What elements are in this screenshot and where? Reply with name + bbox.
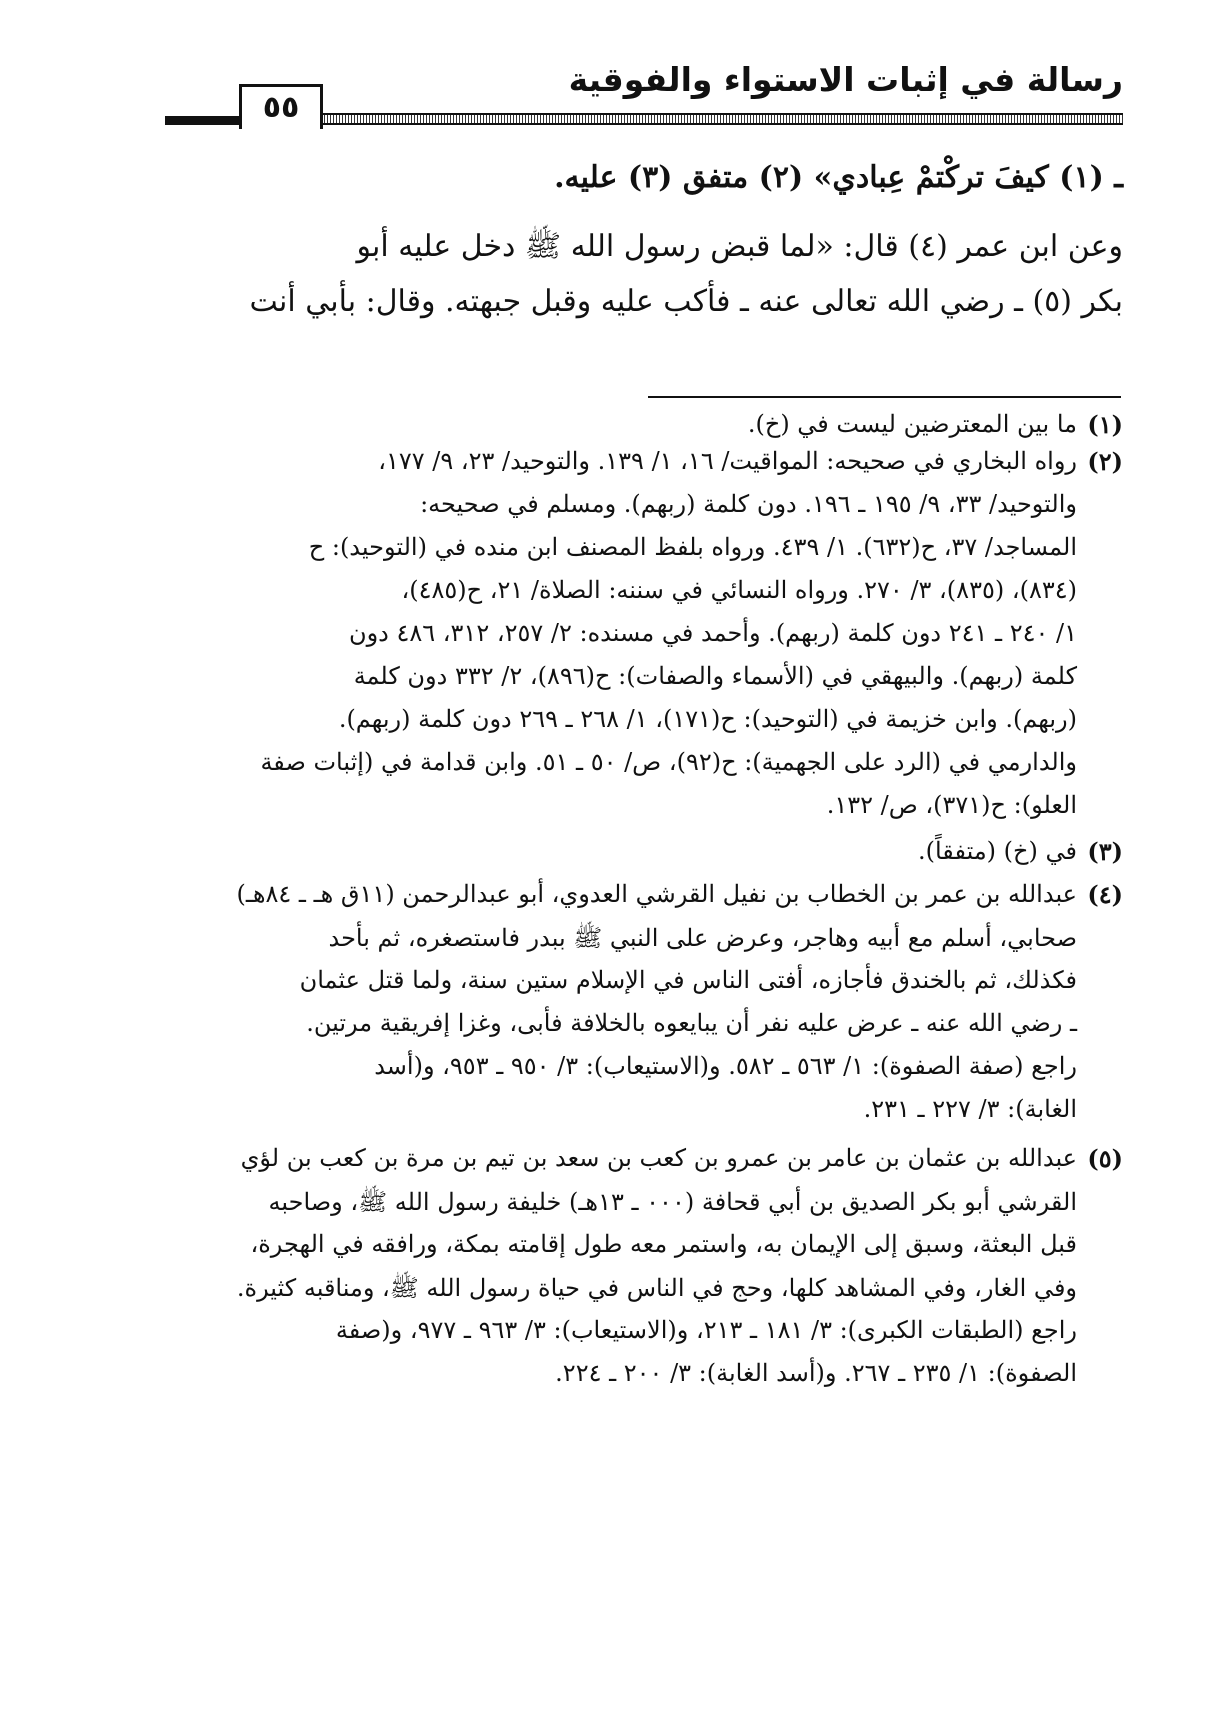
footnote-number: (٢) bbox=[1087, 447, 1123, 476]
header-rule-end bbox=[165, 116, 241, 125]
footnote-line: الصفوة): ١/ ٢٣٥ ـ ٢٦٧. و(أسد الغابة): ٣/ ٢٠٠ ـ ٢٢٤. bbox=[555, 1359, 1077, 1387]
footnote-line: ـ رضي الله عنه ـ عرض عليه نفر أن يبايعوه بالخلافة فأبى، وغزا إفريقية مرتين. bbox=[306, 1009, 1077, 1037]
page-number: ٥٥ bbox=[239, 84, 323, 129]
footnote-line: والدارمي في (الرد على الجهمية): ح(٩٢)، ص/ ٥٠ ـ ٥١. وابن قدامة في (إثبات صفة bbox=[260, 748, 1077, 776]
running-header bbox=[165, 60, 1123, 140]
main-text-line: ـ (١) كيفَ تركْتمْ عِبادي» (٢) متفق (٣) عليه. bbox=[554, 160, 1123, 195]
footnote-line: ما بين المعترضين ليست في (خ). bbox=[747, 410, 1077, 438]
footnote-line: عبدالله بن عثمان بن عامر بن عمرو بن كعب بن سعد بن تيم بن مرة بن كعب بن لؤي bbox=[240, 1144, 1077, 1172]
footnote-line: المساجد/ ٣٧، ح(٦٣٢). ١/ ٤٣٩. ورواه بلفظ المصنف ابن منده في (التوحيد): ح bbox=[308, 533, 1077, 561]
footnote-line: العلو): ح(٣٧١)، ص/ ١٣٢. bbox=[826, 791, 1077, 819]
footnote-line: في (خ) (متفقاً). bbox=[918, 837, 1077, 865]
footnote-line: صحابي، أسلم مع أبيه وهاجر، وعرض على النبي ﷺ ببدر فاستصغره، ثم بأحد bbox=[328, 924, 1077, 952]
footnote-line: راجع (صفة الصفوة): ١/ ٥٦٣ ـ ٥٨٢. و(الاستيعاب): ٣/ ٩٥٠ ـ ٩٥٣، و(أسد bbox=[374, 1052, 1077, 1080]
footnote-line: القرشي أبو بكر الصديق بن أبي قحافة (٠٠٠ ـ ١٣هـ) خليفة رسول الله ﷺ، وصاحبه bbox=[268, 1188, 1077, 1216]
footnote-number: (٣) bbox=[1087, 837, 1123, 866]
header-rule bbox=[315, 113, 1123, 125]
footnote-number: (٤) bbox=[1087, 880, 1123, 909]
running-header-title: رسالة في إثبات الاستواء والفوقية bbox=[568, 60, 1123, 99]
footnote-number: (٥) bbox=[1087, 1144, 1123, 1173]
footnote-line: (ربهم). وابن خزيمة في (التوحيد): ح(١٧١)، ١/ ٢٦٨ ـ ٢٦٩ دون كلمة (ربهم). bbox=[338, 705, 1077, 733]
footnote-line: ١/ ٢٤٠ ـ ٢٤١ دون كلمة (ربهم). وأحمد في مسنده: ٢/ ٢٥٧، ٣١٢، ٤٨٦ دون bbox=[348, 619, 1077, 647]
footnote-line: قبل البعثة، وسبق إلى الإيمان به، واستمر معه طول إقامته بمكة، ورافقه في الهجرة، bbox=[250, 1230, 1077, 1258]
footnote-line: فكذلك، ثم بالخندق فأجازه، أفتى الناس في الإسلام ستين سنة، ولما قتل عثمان bbox=[299, 966, 1077, 994]
footnote-line: عبدالله بن عمر بن الخطاب بن نفيل القرشي العدوي، أبو عبدالرحمن (١١ق هـ ـ ٨٤هـ) bbox=[236, 880, 1077, 908]
footnote-line: الغابة): ٣/ ٢٢٧ ـ ٢٣١. bbox=[863, 1095, 1077, 1123]
footnote-line: رواه البخاري في صحيحه: المواقيت/ ١٦، ١/ ١٣٩. والتوحيد/ ٢٣، ٩/ ١٧٧، bbox=[378, 447, 1077, 475]
main-text-line: وعن ابن عمر (٤) قال: «لما قبض رسول الله ﷺ دخل عليه أبو bbox=[356, 229, 1123, 264]
footnote-line: والتوحيد/ ٣٣، ٩/ ١٩٥ ـ ١٩٦. دون كلمة (ربهم). ومسلم في صحيحه: bbox=[420, 490, 1077, 518]
footnote-line: (٨٣٤)، (٨٣٥)، ٣/ ٢٧٠. ورواه النسائي في سننه: الصلاة/ ٢١، ح(٤٨٥)، bbox=[401, 576, 1077, 604]
footnote-line: راجع (الطبقات الكبرى): ٣/ ١٨١ ـ ٢١٣، و(الاستيعاب): ٣/ ٩٦٣ ـ ٩٧٧، و(صفة bbox=[335, 1316, 1077, 1344]
footnote-separator bbox=[648, 396, 1121, 398]
footnote-line: كلمة (ربهم). والبيهقي في (الأسماء والصفات): ح(٨٩٦)، ٢/ ٣٣٢ دون كلمة bbox=[353, 662, 1077, 690]
main-text-line: بكر (٥) ـ رضي الله تعالى عنه ـ فأكب عليه وقبل جبهته. وقال: بأبي أنت bbox=[249, 284, 1123, 319]
footnote-number: (١) bbox=[1087, 410, 1123, 439]
footnote-line: وفي الغار، وفي المشاهد كلها، وحج في الناس في حياة رسول الله ﷺ، ومناقبه كثيرة. bbox=[236, 1274, 1077, 1302]
